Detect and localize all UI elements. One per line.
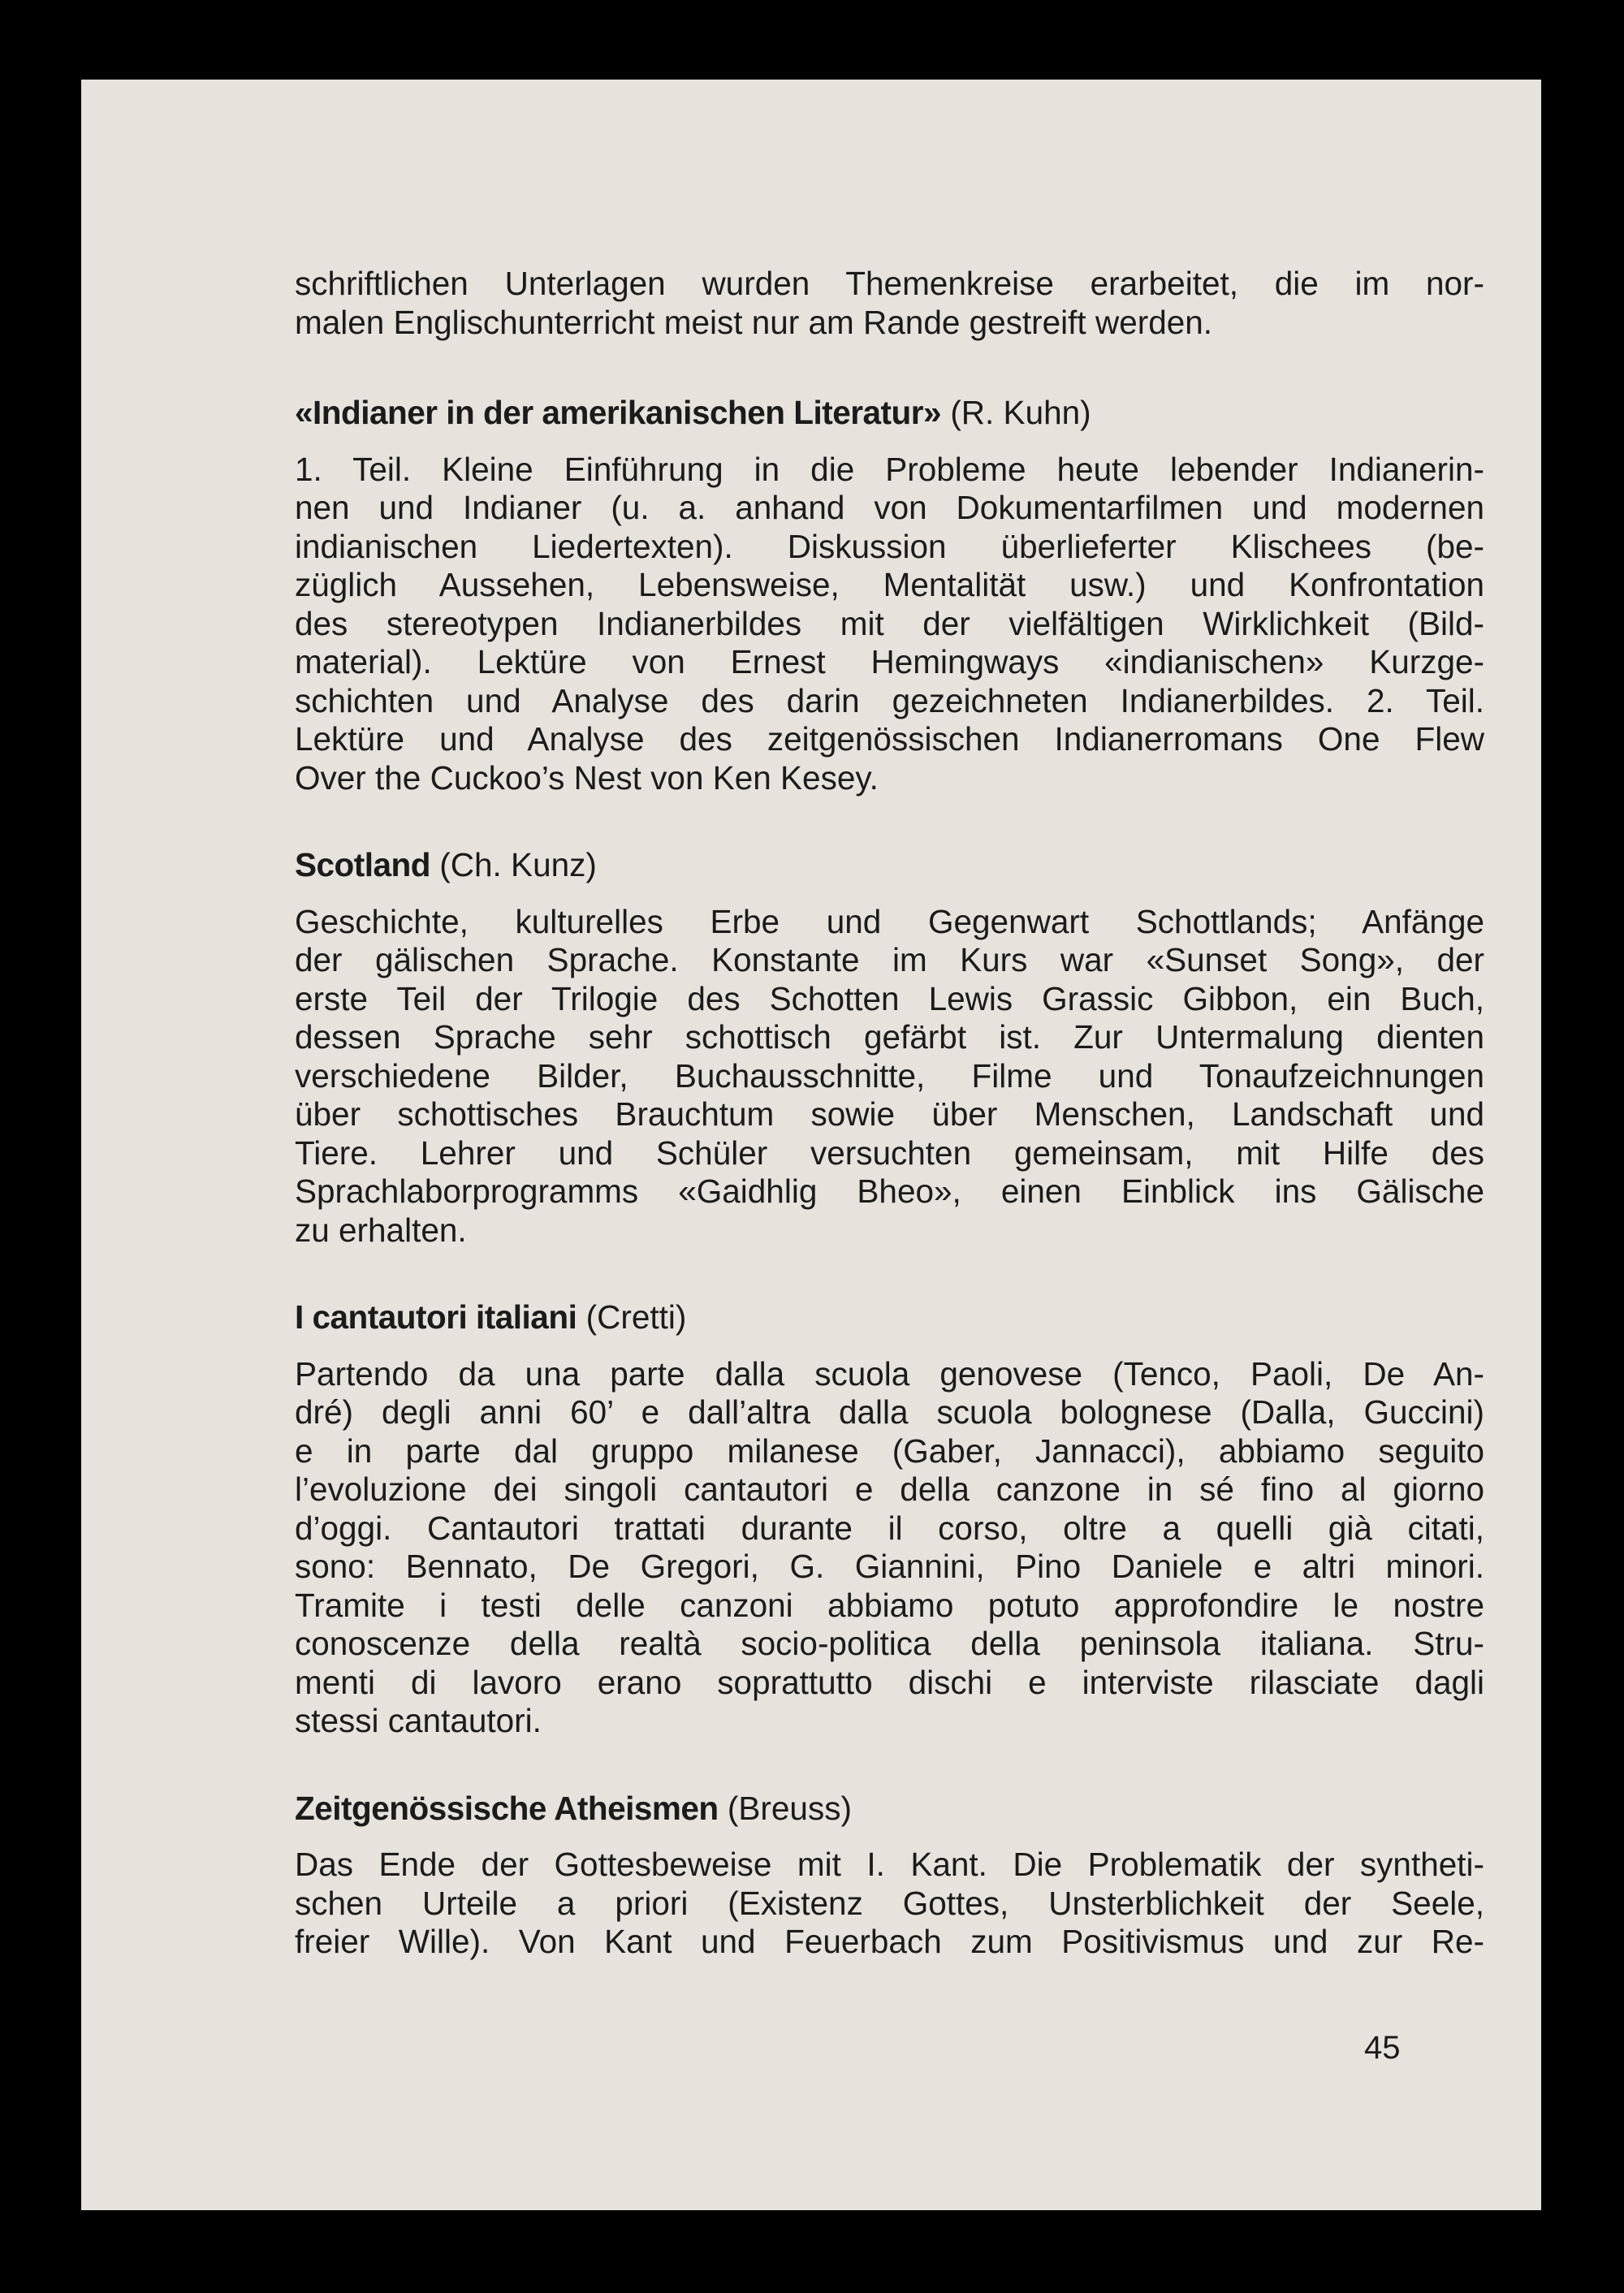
section-paragraph: [295, 903, 1484, 1250]
text-line: Tiere. Lehrer und Schüler versuchten gemeinsam, mit Hilfe des: [295, 1134, 1484, 1172]
page-content: [295, 265, 1484, 1962]
text-line: conoscenze della realtà socio-politica della peninsola italiana. Stru-: [295, 1625, 1484, 1662]
text-line: schriftlichen Unterlagen wurden Themenkreise erarbeitet, die im nor-: [295, 265, 1484, 302]
text-line: dré) degli anni 60’ e dall’altra dalla scuola bolognese (Dalla, Guccini): [295, 1393, 1484, 1431]
intro-paragraph: [295, 265, 1484, 342]
section-title: I cantautori italiani: [295, 1298, 577, 1336]
text-line: der gälischen Sprache. Konstante im Kurs war «Sunset Song», der: [295, 941, 1484, 978]
section-heading: [295, 846, 1484, 885]
section-title: Scotland: [295, 846, 431, 883]
text-line: Lektüre und Analyse des zeitgenössischen Indianerromans One Flew: [295, 720, 1484, 758]
text-line: e in parte dal gruppo milanese (Gaber, Jannacci), abbiamo seguito: [295, 1432, 1484, 1470]
text-line: Tramite i testi delle canzoni abbiamo potuto approfondire le nostre: [295, 1586, 1484, 1624]
text-line: malen Englischunterricht meist nur am Rande gestreift werden.: [295, 303, 1213, 341]
section-author: (Breuss): [727, 1789, 852, 1827]
text-line: freier Wille). Von Kant und Feuerbach zum Positivismus und zur Re-: [295, 1923, 1484, 1960]
text-line: l’evoluzione dei singoli cantautori e della canzone in sé fino al giorno: [295, 1470, 1484, 1508]
section-author: (R. Kuhn): [950, 394, 1091, 431]
section-author: (Cretti): [585, 1298, 687, 1336]
text-line: dessen Sprache sehr schottisch gefärbt ist. Zur Untermalung dienten: [295, 1018, 1484, 1056]
text-line: stessi cantautori.: [295, 1702, 542, 1739]
text-line: 1. Teil. Kleine Einführung in die Probleme heute lebender Indianerin-: [295, 450, 1484, 488]
text-line: Geschichte, kulturelles Erbe und Gegenwart Schottlands; Anfänge: [295, 902, 1484, 940]
text-line: material). Lektüre von Ernest Hemingways «indianischen» Kurzge-: [295, 643, 1484, 680]
section-author: (Ch. Kunz): [439, 846, 597, 883]
text-line: d’oggi. Cantautori trattati durante il corso, oltre a quelli già citati,: [295, 1509, 1484, 1547]
text-line: schen Urteile a priori (Existenz Gottes, Unsterblichkeit der Seele,: [295, 1884, 1484, 1922]
text-line: erste Teil der Trilogie des Schotten Lewis Grassic Gibbon, ein Buch,: [295, 979, 1484, 1017]
section-title: Zeitgenössische Atheismen: [295, 1789, 719, 1827]
section-heading: [295, 394, 1484, 433]
page-number: 45: [1364, 2030, 1401, 2066]
text-line: schichten und Analyse des darin gezeichneten Indianerbildes. 2. Teil.: [295, 681, 1484, 719]
text-line: Partendo da una parte dalla scuola genovese (Tenco, Paoli, De An-: [295, 1354, 1484, 1393]
text-line: nen und Indianer (u. a. anhand von Dokumentarfilmen und modernen: [295, 489, 1484, 526]
text-line: züglich Aussehen, Lebensweise, Mentalität usw.) und Konfrontation: [295, 566, 1484, 603]
book-page: [81, 80, 1541, 2210]
text-line: Over the Cuckoo’s Nest von Ken Kesey.: [295, 758, 879, 797]
section-heading: [295, 1298, 1484, 1337]
text-line: Das Ende der Gottesbeweise mit I. Kant. Die Problematik der syntheti-: [295, 1846, 1484, 1883]
text-line: menti di lavoro erano soprattutto dischi e interviste rilasciate dagli: [295, 1663, 1484, 1701]
text-line: verschiedene Bilder, Buchausschnitte, Filme und Tonaufzeichnungen: [295, 1056, 1484, 1095]
text-line: Sprachlaborprogramms «Gaidhlig Bheo», einen Einblick ins Gälische: [295, 1172, 1484, 1210]
text-line: des stereotypen Indianerbildes mit der vielfältigen Wirklichkeit (Bild-: [295, 604, 1484, 642]
text-line: zu erhalten.: [295, 1211, 467, 1249]
text-line: sono: Bennato, De Gregori, G. Giannini, Pino Daniele e altri minori.: [295, 1548, 1484, 1585]
section-paragraph: [295, 451, 1484, 798]
section-heading: [295, 1790, 1484, 1829]
text-line: über schottisches Brauchtum sowie über Menschen, Landschaft und: [295, 1095, 1484, 1133]
text-line: indianischen Liedertexten). Diskussion überlieferter Klischees (be-: [295, 527, 1484, 565]
section-title: «Indianer in der amerikanischen Literatur»: [295, 394, 942, 431]
section-paragraph: [295, 1846, 1484, 1962]
section-paragraph: [295, 1355, 1484, 1741]
